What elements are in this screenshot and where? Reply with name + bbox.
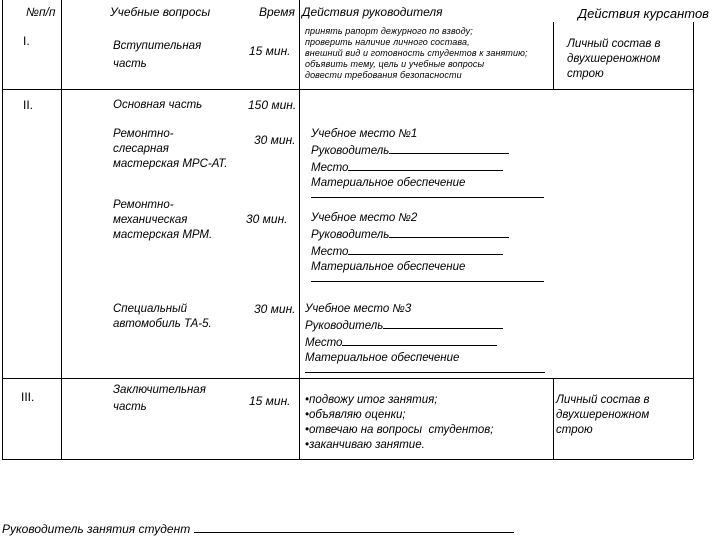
subrow-1-actions bbox=[311, 127, 544, 198]
row-2-number: II. bbox=[23, 98, 34, 112]
column-divider-actions bbox=[553, 22, 554, 89]
place-blank bbox=[342, 334, 497, 346]
place-title: Учебное место №1 bbox=[311, 128, 418, 140]
subrow-2-time: 30 мин. bbox=[246, 212, 288, 226]
material-blank bbox=[311, 275, 544, 282]
subrow-1-question: Ремонтно-слесарная мастерская МРС-АТ. bbox=[113, 128, 228, 170]
footer-label: Руководитель занятия студент bbox=[2, 522, 191, 536]
material-blank bbox=[311, 191, 544, 198]
row-3-students: Личный состав в двухшереножном строю bbox=[556, 394, 650, 436]
row-1-action: проверить наличие личного состава, bbox=[305, 37, 470, 47]
header-num: №п/п bbox=[26, 5, 56, 19]
row-3-action: •подвожу итог занятия; bbox=[305, 394, 438, 406]
table-border-left bbox=[2, 0, 3, 459]
row-1-actions bbox=[305, 26, 528, 81]
row-1-time: 15 мин. bbox=[249, 44, 291, 58]
place-line bbox=[311, 159, 544, 176]
row-3-action: •отвечаю на вопросы студентов; bbox=[305, 424, 494, 436]
material-label: Материальное обеспечение bbox=[305, 352, 460, 364]
header-time: Время bbox=[259, 5, 295, 19]
column-divider-actions-bottom bbox=[553, 378, 554, 459]
place-blank bbox=[348, 243, 503, 255]
leader-line bbox=[311, 226, 544, 243]
column-divider-time bbox=[299, 0, 300, 459]
place-line bbox=[305, 334, 545, 351]
row-3-action: •объявляю оценки; bbox=[305, 409, 406, 421]
table-border-right bbox=[693, 22, 694, 459]
leader-label: Руководитель bbox=[311, 229, 390, 241]
subrow-3-actions bbox=[305, 302, 545, 373]
row-1-action: внешний вид и готовность студентов к занятию; bbox=[305, 48, 528, 58]
leader-label: Руководитель bbox=[311, 145, 390, 157]
row-divider-1 bbox=[2, 89, 693, 90]
column-divider-num bbox=[61, 0, 62, 459]
place-label: Место bbox=[311, 162, 349, 174]
leader-blank bbox=[383, 317, 503, 329]
material-blank bbox=[305, 366, 545, 373]
place-title: Учебное место №3 bbox=[305, 303, 412, 315]
header-questions: Учебные вопросы bbox=[110, 5, 211, 19]
header-student-actions: Действия курсантов bbox=[578, 6, 709, 21]
place-title: Учебное место №2 bbox=[311, 212, 418, 224]
row-2-question: Основная часть bbox=[113, 99, 203, 111]
footer-signature-line bbox=[2, 521, 514, 536]
row-1-action: довести требования безопасности bbox=[305, 70, 462, 80]
row-3-time: 15 мин. bbox=[249, 394, 291, 408]
row-1-students: Личный состав в двухшереножном строю bbox=[567, 38, 661, 80]
leader-line bbox=[305, 317, 545, 334]
leader-label: Руководитель bbox=[305, 320, 384, 332]
subrow-3-question: Специальный автомобиль ТА-5. bbox=[113, 303, 212, 330]
subrow-3-time: 30 мин. bbox=[254, 302, 296, 316]
row-2-time: 150 мин. bbox=[248, 98, 297, 112]
row-1-action: объявить тему, цель и учебные вопросы bbox=[305, 59, 485, 69]
place-line bbox=[311, 243, 544, 260]
material-label: Материальное обеспечение bbox=[311, 261, 466, 273]
leader-blank bbox=[389, 142, 509, 154]
subrow-2-question: Ремонтно-механическая мастерская МРМ. bbox=[113, 199, 213, 241]
subrow-1-time: 30 мин. bbox=[254, 133, 296, 147]
row-3-actions bbox=[305, 393, 493, 453]
header-leader-actions: Действия руководителя bbox=[302, 5, 443, 19]
row-3-action: •заканчиваю занятие. bbox=[305, 439, 425, 451]
place-label: Место bbox=[311, 246, 349, 258]
leader-blank bbox=[389, 226, 509, 238]
place-label: Место bbox=[305, 337, 343, 349]
row-3-number: III. bbox=[21, 390, 35, 404]
place-blank bbox=[348, 159, 503, 171]
material-label: Материальное обеспечение bbox=[311, 177, 466, 189]
row-1-number: I. bbox=[23, 34, 30, 48]
leader-line bbox=[311, 142, 544, 159]
row-3-question: Заключительная часть bbox=[113, 384, 206, 413]
row-divider-2 bbox=[2, 378, 693, 379]
row-1-question: Вступительная часть bbox=[113, 40, 202, 70]
row-1-action: принять рапорт дежурного по взводу; bbox=[305, 26, 473, 36]
subrow-2-actions bbox=[311, 211, 544, 282]
footer-blank bbox=[194, 521, 514, 533]
table-border-bottom bbox=[2, 459, 693, 460]
